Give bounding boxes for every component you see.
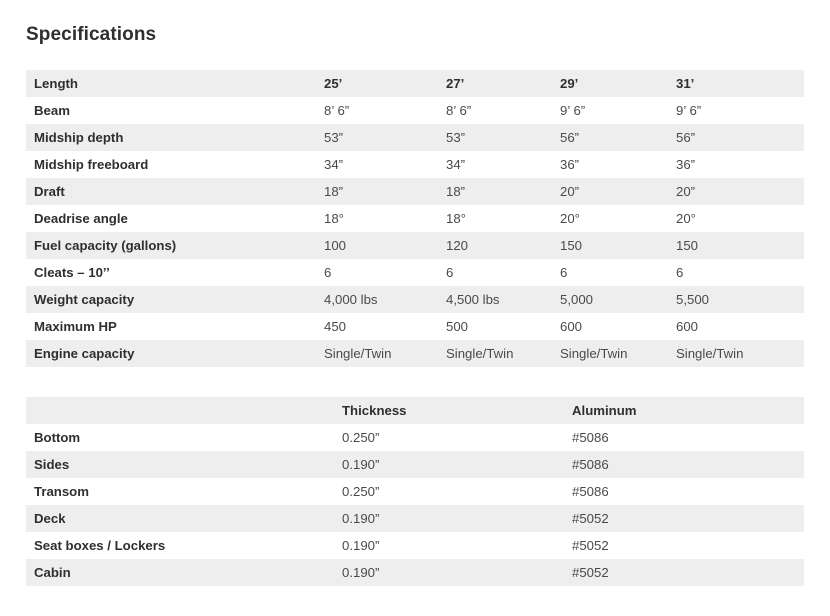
column-header-thickness: Thickness [334, 397, 564, 424]
row-value: 5,500 [668, 286, 804, 313]
row-value: 0.250” [334, 478, 564, 505]
table-row [26, 340, 804, 367]
table-row [26, 505, 804, 532]
row-label: Deck [26, 505, 334, 532]
row-value: 36” [668, 151, 804, 178]
column-header-aluminum: Aluminum [564, 397, 804, 424]
row-label: Sides [26, 451, 334, 478]
table-row [26, 97, 804, 124]
row-value: 53” [316, 124, 438, 151]
row-value: 4,500 lbs [438, 286, 552, 313]
row-label: Bottom [26, 424, 334, 451]
row-value: 6 [438, 259, 552, 286]
row-value: #5052 [564, 532, 804, 559]
row-value: 20” [552, 178, 668, 205]
row-value: 53” [438, 124, 552, 151]
row-value: 600 [552, 313, 668, 340]
row-label: Deadrise angle [26, 205, 316, 232]
row-value: 18” [316, 178, 438, 205]
materials-table [26, 397, 804, 586]
table-row [26, 424, 804, 451]
row-value: #5086 [564, 478, 804, 505]
table-row [26, 532, 804, 559]
row-value: Single/Twin [668, 340, 804, 367]
table-row [26, 286, 804, 313]
row-value: Single/Twin [316, 340, 438, 367]
section-spacer [26, 367, 804, 397]
row-label: Cabin [26, 559, 334, 586]
table-row [26, 151, 804, 178]
row-label: Fuel capacity (gallons) [26, 232, 316, 259]
row-value: 0.190” [334, 559, 564, 586]
row-label: Seat boxes / Lockers [26, 532, 334, 559]
column-header-blank [26, 397, 334, 424]
table-row [26, 232, 804, 259]
column-header-length: Length [26, 70, 316, 97]
row-label: Midship freeboard [26, 151, 316, 178]
row-value: 36” [552, 151, 668, 178]
table-row [26, 124, 804, 151]
row-value: #5052 [564, 505, 804, 532]
row-value: 450 [316, 313, 438, 340]
row-value: #5052 [564, 559, 804, 586]
row-value: 6 [316, 259, 438, 286]
row-value: #5086 [564, 451, 804, 478]
row-value: 500 [438, 313, 552, 340]
row-value: 150 [668, 232, 804, 259]
row-value: 56” [668, 124, 804, 151]
row-value: 20” [668, 178, 804, 205]
row-value: 56” [552, 124, 668, 151]
table-row [26, 478, 804, 505]
row-value: 0.190” [334, 505, 564, 532]
row-label: Midship depth [26, 124, 316, 151]
row-label: Weight capacity [26, 286, 316, 313]
row-value: 8’ 6” [438, 97, 552, 124]
row-label: Beam [26, 97, 316, 124]
row-value: 20° [552, 205, 668, 232]
row-label: Engine capacity [26, 340, 316, 367]
specifications-table [26, 70, 804, 367]
row-value: 20° [668, 205, 804, 232]
row-label: Cleats – 10’’ [26, 259, 316, 286]
page-title: Specifications [26, 24, 157, 45]
row-value: 150 [552, 232, 668, 259]
row-value: 4,000 lbs [316, 286, 438, 313]
row-value: 8’ 6” [316, 97, 438, 124]
table-header-row [26, 397, 804, 424]
row-value: Single/Twin [438, 340, 552, 367]
row-value: 34” [316, 151, 438, 178]
row-value: 100 [316, 232, 438, 259]
row-value: 34” [438, 151, 552, 178]
row-value: Single/Twin [552, 340, 668, 367]
column-header-27: 27’ [438, 70, 552, 97]
table-header-row [26, 70, 804, 97]
column-header-29: 29’ [552, 70, 668, 97]
table-row [26, 559, 804, 586]
row-value: 6 [552, 259, 668, 286]
table-row [26, 259, 804, 286]
row-value: 6 [668, 259, 804, 286]
row-label: Transom [26, 478, 334, 505]
row-value: 9’ 6” [552, 97, 668, 124]
row-value: 0.190” [334, 451, 564, 478]
row-value: 18° [438, 205, 552, 232]
row-value: 9’ 6” [668, 97, 804, 124]
column-header-25: 25’ [316, 70, 438, 97]
column-header-31: 31’ [668, 70, 804, 97]
row-value: 5,000 [552, 286, 668, 313]
row-label: Maximum HP [26, 313, 316, 340]
row-value: 0.190” [334, 532, 564, 559]
table-row [26, 313, 804, 340]
row-value: 18” [438, 178, 552, 205]
row-value: #5086 [564, 424, 804, 451]
row-value: 0.250” [334, 424, 564, 451]
row-value: 120 [438, 232, 552, 259]
table-row [26, 451, 804, 478]
row-value: 18° [316, 205, 438, 232]
table-row [26, 205, 804, 232]
row-label: Draft [26, 178, 316, 205]
table-row [26, 178, 804, 205]
row-value: 600 [668, 313, 804, 340]
